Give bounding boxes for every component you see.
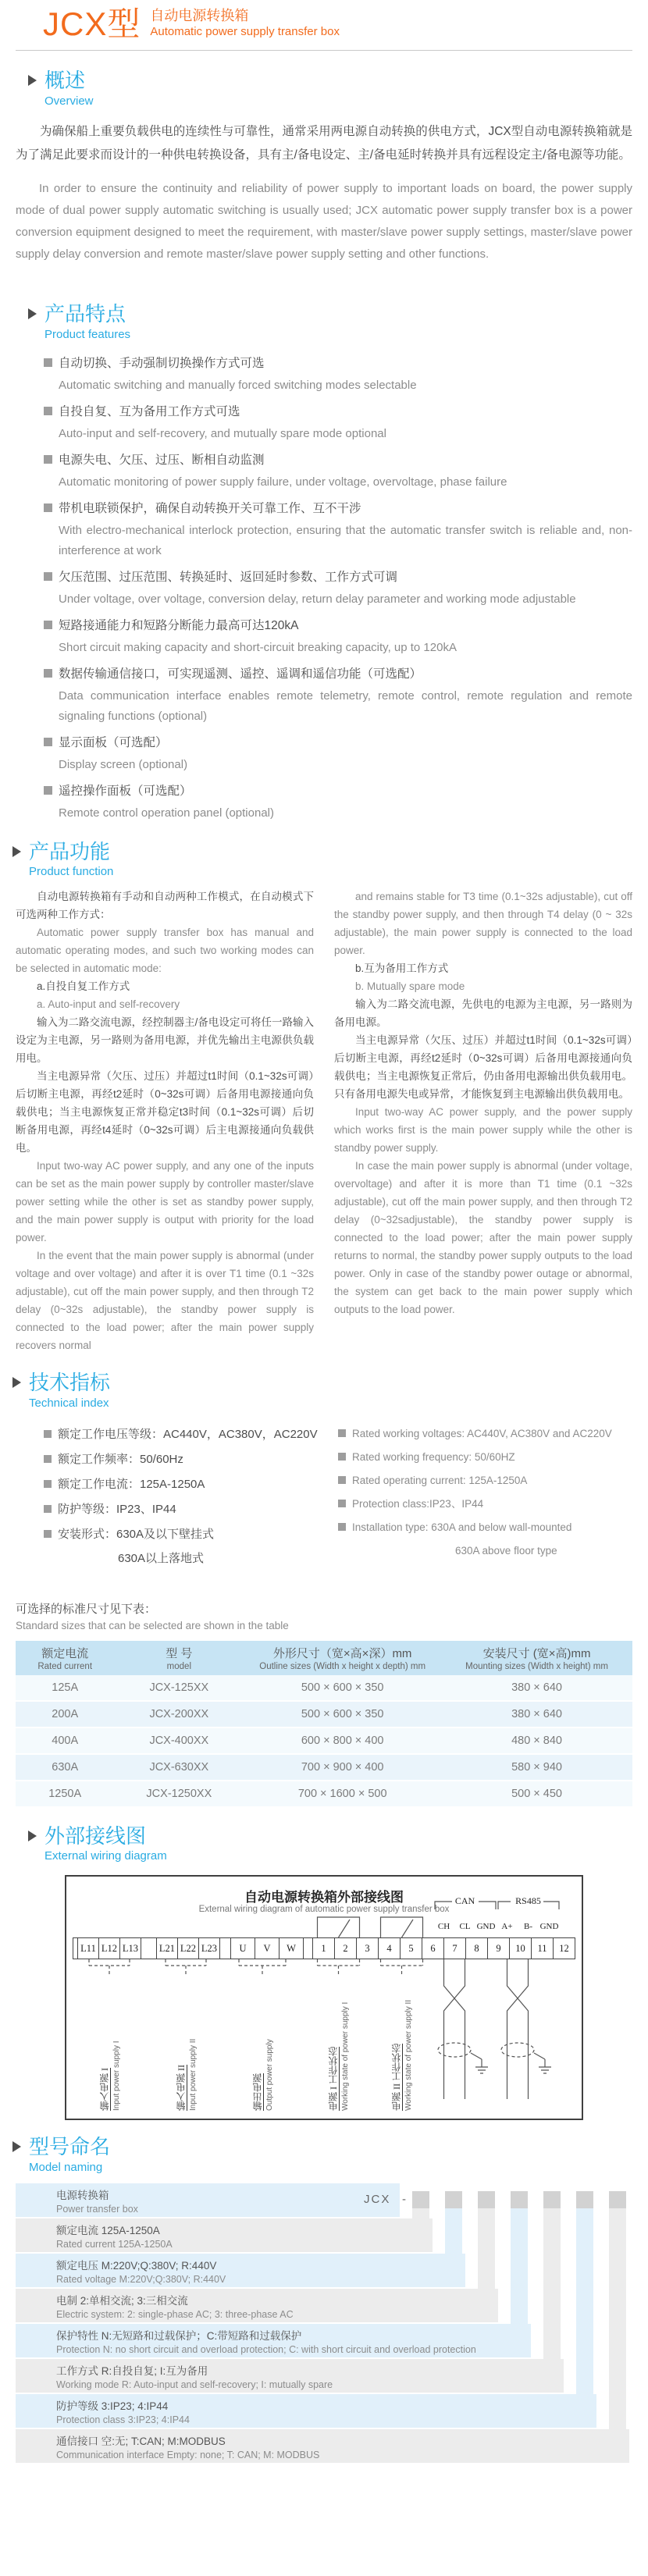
outline-size-cell: 700 × 1600 × 500: [244, 1781, 441, 1807]
feature-item: [44, 566, 632, 610]
feature-text-cn: 电源失电、欠压、过压、断相自动监测: [44, 449, 632, 472]
outline-size-cell: 600 × 800 × 400: [244, 1727, 441, 1754]
wiring-group-label-cn: 输入电源 I: [99, 2068, 110, 2112]
function-paragraph: 当主电源异常（欠压、过压）并超过t1时间（0.1~32s可调）后切断主电源，再经t2延时（0~32s可调）后备用电源接通向负载供电；当主电源恢复正常并稳定t3时间（0.1~32s可调）后切断备用电源，再经t4延时（0~32s可调）后主电源接通向负载供电。: [16, 1070, 314, 1155]
function-paragraph: a.自投自复工作方式: [37, 980, 130, 993]
sizes-table: [16, 1641, 632, 1808]
section-wiring-header: [28, 1825, 648, 1863]
model-cell: JCX-200XX: [114, 1701, 244, 1727]
naming-row-en: Communication interface Empty: none; T: CAN; M: MODBUS: [56, 2449, 320, 2460]
model-code-box: [543, 2191, 561, 2208]
tech-item-cn: 额定工作电压等级：AC440V，AC380V，AC220V: [44, 1422, 338, 1447]
square-bullet-icon: [44, 455, 52, 464]
terminal-cell: 3: [356, 1938, 379, 1959]
rated-current-cell: 400A: [16, 1727, 114, 1754]
wiring-diagram-title-cn: 自动电源转换箱外部接线图: [244, 1890, 404, 1905]
pin-label: B-: [524, 1922, 532, 1932]
pin-label: A+: [501, 1922, 513, 1932]
section-title-en: Product features: [45, 327, 131, 341]
model-code-box: [609, 2191, 626, 2208]
group-bracket: [166, 1959, 206, 1976]
naming-row: [16, 2254, 465, 2287]
tech-extra-cn: 630A以上落地式: [118, 1551, 205, 1565]
section-title-en: Model naming: [29, 2160, 103, 2174]
sizes-table-header-cell: 外形尺寸（宽×高×深）mm Outline sizes (Width x height x depth) mm: [244, 1641, 441, 1675]
naming-row-en: Working mode R: Auto-input and self-recovery; I: mutually spare: [56, 2379, 333, 2390]
section-title-en: Product function: [29, 865, 114, 879]
product-model-title: JCX型: [43, 5, 141, 43]
tech-item-cn: 额定工作频率：50/60Hz: [44, 1447, 338, 1472]
tech-list-cn: [44, 1422, 338, 1571]
feature-text-cn: 显示面板（可选配）: [44, 731, 632, 755]
mounting-size-cell: 500 × 450: [441, 1781, 632, 1807]
pin-label: GND: [476, 1922, 496, 1932]
tech-item-en: Rated working frequency: 50/60HZ: [338, 1446, 632, 1469]
feature-text-cn: 自动切换、手动强制切换操作方式可选: [44, 352, 632, 375]
ground-icon: [471, 2053, 488, 2073]
twisted-pair: [507, 1959, 529, 2099]
square-bullet-icon: [44, 1430, 52, 1438]
outline-size-cell: 700 × 900 × 400: [244, 1754, 441, 1781]
tech-item-cn: 额定工作电流：125A-1250A: [44, 1472, 338, 1497]
terminal-cell: 11: [531, 1938, 554, 1959]
tech-item-en: Protection class:IP23、IP44: [338, 1493, 632, 1516]
model-code-dash: -: [402, 2192, 406, 2206]
terminal-cell: 8: [465, 1938, 488, 1959]
model-naming-diagram: [16, 2183, 632, 2463]
wiring-group-label: [93, 1976, 126, 2111]
ground-icon: [534, 2053, 551, 2073]
mounting-size-cell: 580 × 940: [441, 1754, 632, 1781]
sizes-table-row: [16, 1754, 632, 1781]
outline-size-cell: 500 × 600 × 350: [244, 1701, 441, 1727]
section-naming-header: [12, 2136, 648, 2174]
header-divider: [16, 50, 632, 51]
feature-list: [44, 352, 632, 824]
function-paragraph: b.互为备用工作方式: [355, 962, 449, 975]
triangle-marker-icon: [12, 1377, 21, 1388]
section-overview-header: [28, 69, 648, 108]
naming-row-en: Protection class 3:IP23; 4:IP44: [56, 2414, 190, 2425]
cable-shield: [438, 2043, 471, 2057]
wiring-group-label: [322, 1976, 354, 2111]
group-bracket: [381, 1959, 423, 1976]
naming-row: [16, 2289, 498, 2322]
square-bullet-icon: [44, 1505, 52, 1513]
wiring-group-label-en: Output power supply: [265, 2039, 274, 2112]
terminal-cell: U: [230, 1938, 255, 1959]
terminal-cell: L23: [198, 1938, 220, 1959]
wiring-group-label-en: Input power supply I: [112, 2041, 121, 2112]
sizes-note-en: Standard sizes that can be selected are shown in the table: [16, 1619, 289, 1631]
naming-row-en: Protection N: no short circuit and overload protection; C: with short circuit and overload protection: [56, 2343, 476, 2355]
wiring-group-label: [169, 1976, 202, 2111]
sizes-table-row: [16, 1675, 632, 1701]
function-paragraph: Input two-way AC power supply, and any one of the inputs can be set as the main power supply by controller master/slave power setting while the other is set as standby power supply, and the main power supply is output with priority for the load power.: [16, 1160, 314, 1244]
naming-row: [16, 2183, 400, 2217]
function-paragraph: 输入为二路交流电源，先供电的电源为主电源，另一路则为备用电源。: [334, 998, 632, 1029]
terminal-group: [231, 1938, 304, 1959]
function-paragraph: In the event that the main power supply is abnormal (under voltage and over voltage) and after it is over T1 time (0.1 ~32s adjustable), cut off the main power supply, and then through T2 delay (0~32s adjustable), the standby power supply is connected to the load power; after the main power supply recovers normal: [16, 1250, 314, 1352]
sizes-table-row: [16, 1701, 632, 1727]
terminal-cell: 7: [443, 1938, 466, 1959]
feature-text-en: Under voltage, over voltage, conversion delay, return delay parameter and working mode adjustable: [59, 592, 576, 606]
square-bullet-icon: [44, 1455, 52, 1463]
feature-text-cn: 遥控操作面板（可选配）: [44, 780, 632, 803]
square-bullet-icon: [44, 1530, 52, 1538]
model-code-box: [412, 2191, 429, 2208]
feature-text-cn: 自投自复、互为备用工作方式可选: [44, 400, 632, 424]
rs485-pin-labels: [497, 1922, 560, 1931]
tech-item-cn: 防护等级：IP23、IP44: [44, 1497, 338, 1522]
tech-item-en: Rated operating current: 125A-1250A: [338, 1469, 632, 1493]
wiring-group-label-en: Working state of power supply II: [404, 2000, 413, 2112]
model-cell: JCX-400XX: [114, 1727, 244, 1754]
group-bracket: [318, 1959, 360, 1976]
naming-row-cn: 电制 2:单相交流; 3:三相交流: [56, 2294, 188, 2307]
feature-text-cn: 带机电联锁保护，确保自动转换开关可靠工作、互不干涉: [44, 497, 632, 521]
section-title-cn: 型号命名: [29, 2135, 111, 2159]
tech-item-en: Rated working voltages: AC440V, AC380V and AC220V: [338, 1422, 632, 1446]
model-code-box: [478, 2191, 495, 2208]
terminal-group: [157, 1938, 220, 1959]
feature-item: [44, 780, 632, 824]
function-paragraph: Automatic power supply transfer box has manual and automatic operating modes, and such two working modes can be selected in automatic mode:: [16, 927, 314, 975]
triangle-marker-icon: [28, 308, 37, 319]
model-code-connector: [445, 2208, 462, 2254]
terminal-cell: V: [255, 1938, 279, 1959]
model-code-connector: [576, 2208, 593, 2394]
naming-row-cn: 额定电流 125A-1250A: [56, 2224, 160, 2236]
function-column-left: [16, 888, 314, 1354]
section-title-cn: 概述: [45, 69, 86, 93]
terminal-cell: 2: [334, 1938, 357, 1959]
feature-text-cn: 数据传输通信接口，可实现遥测、遥控、遥调和遥信功能（可选配）: [44, 663, 632, 686]
model-code-box: [445, 2191, 462, 2208]
wiring-diagram-title-en: External wiring diagram of automatic power supply transfer box: [198, 1905, 450, 1915]
naming-row-cn: 防护等级 3:IP23; 4:IP44: [56, 2400, 169, 2412]
wiring-group-label-en: Working state of power supply I: [341, 2001, 350, 2112]
terminal-gap: [141, 1938, 157, 1959]
feature-item: [44, 663, 632, 727]
outline-size-cell: 500 × 600 × 350: [244, 1675, 441, 1701]
sizes-table-row: [16, 1727, 632, 1754]
rated-current-cell: 1250A: [16, 1781, 114, 1807]
terminal-cell: 1: [312, 1938, 335, 1959]
mounting-size-cell: 480 × 840: [441, 1727, 632, 1754]
triangle-marker-icon: [12, 2141, 21, 2152]
function-paragraph: 当主电源异常（欠压、过压）并超过t1时间（0.1~32s可调）后切断主电源，再经t2延时（0~32s可调）后备用电源接通向负载供电；当主电源恢复正常后，仍由备用电源输出供负载用电。只有备用电源失电或异常，才能恢复到主电源输出供负载用电。: [334, 1034, 632, 1101]
feature-item: [44, 614, 632, 658]
function-paragraph: Input two-way AC power supply, and the power supply which works first is the main power supply while the other is standby power supply.: [334, 1106, 632, 1155]
tech-item-cn: 安装形式：630A及以下壁挂式: [44, 1522, 338, 1547]
function-column-right: [334, 888, 632, 1354]
naming-row-cn: 电源转换箱: [56, 2189, 109, 2201]
feature-text-en: Remote control operation panel (optional): [59, 806, 274, 820]
naming-row-cn: 额定电压 M:220V;Q:380V; R:440V: [56, 2259, 217, 2272]
square-bullet-icon: [44, 503, 52, 512]
can-pin-labels: [433, 1922, 497, 1931]
model-code-box: [511, 2191, 528, 2208]
terminal-gap: [220, 1938, 231, 1959]
square-bullet-icon: [44, 786, 52, 795]
naming-row-cn: 保护特性 N:无短路和过载保护；C:带短路和过载保护: [56, 2329, 302, 2342]
function-paragraph: a. Auto-input and self-recovery: [37, 998, 180, 1011]
wiring-group-label-cn: 电源 II 工作状态: [391, 2044, 402, 2112]
section-title-en: External wiring diagram: [45, 1849, 167, 1863]
naming-row-en: Electric system: 2: single-phase AC; 3: three-phase AC: [56, 2308, 294, 2320]
function-columns: [16, 888, 632, 1354]
mounting-size-cell: 380 × 640: [441, 1701, 632, 1727]
square-bullet-icon: [44, 1480, 52, 1488]
sizes-table-header-cell: 安装尺寸 (宽×高)mm Mounting sizes (Width x height) mm: [441, 1641, 632, 1675]
wiring-diagram: [65, 1875, 583, 2120]
tech-item-en: Installation type: 630A and below wall-mounted: [338, 1516, 632, 1539]
tech-extra-en: 630A above floor type: [455, 1544, 557, 1557]
section-title-cn: 外部接线图: [45, 1823, 147, 1848]
wiring-group-label: [246, 1976, 279, 2111]
switch-symbol: [381, 1917, 423, 1937]
rs485-bus-label: RS485: [515, 1895, 541, 1907]
square-bullet-icon: [44, 407, 52, 415]
naming-row-en: Power transfer box: [56, 2203, 138, 2215]
triangle-marker-icon: [12, 846, 21, 857]
terminal-cell: 4: [378, 1938, 401, 1959]
group-bracket: [239, 1959, 286, 1976]
terminal-group: [313, 1938, 575, 1959]
model-code-connector: [609, 2208, 626, 2429]
wiring-group-label-en: Input power supply II: [189, 2039, 198, 2112]
feature-item: [44, 497, 632, 561]
function-paragraph: and remains stable for T3 time (0.1~32s adjustable), cut off the standby power supply, and then through T4 delay (0 ~ 32s adjustable), the main power supply is connected to the load power.: [334, 891, 632, 957]
naming-row: [16, 2324, 531, 2357]
sizes-note-cn: 可选择的标准尺寸见下表：: [16, 1602, 157, 1616]
terminal-cell: L11: [77, 1938, 99, 1959]
feature-item: [44, 449, 632, 493]
terminal-cell: 5: [400, 1938, 422, 1959]
feature-text-en: Data communication interface enables remote telemetry, remote control, remote regulation and remote signaling functions (optional): [59, 688, 632, 723]
terminal-cell: 9: [487, 1938, 510, 1959]
naming-row: [16, 2359, 564, 2393]
section-title-cn: 技术指标: [29, 1371, 111, 1395]
page-header: [0, 0, 648, 41]
model-cell: JCX-1250XX: [114, 1781, 244, 1807]
terminal-strip: [73, 1937, 575, 1959]
naming-row: [16, 2218, 433, 2252]
square-bullet-icon: [338, 1500, 346, 1507]
feature-text-en: Auto-input and self-recovery, and mutually spare mode optional: [59, 426, 386, 440]
section-title-en: Technical index: [29, 1396, 109, 1410]
model-cell: JCX-125XX: [114, 1675, 244, 1701]
section-function-header: [12, 841, 648, 879]
can-bus-label: CAN: [454, 1895, 475, 1907]
section-features-header: [28, 303, 648, 341]
terminal-cell: 12: [553, 1938, 575, 1959]
model-code-box: [576, 2191, 593, 2208]
terminal-cell: L21: [156, 1938, 178, 1959]
wiring-group-label-cn: 输出电源: [252, 2073, 263, 2112]
section-title-cn: 产品特点: [45, 301, 126, 326]
function-paragraph: 输入为二路交流电源，经控制器主/备电设定可将任一路输入设定为主电源，另一路则为备用电源，并优先输出主电源供负载用电。: [16, 1016, 314, 1065]
feature-text-en: Display screen (optional): [59, 757, 188, 771]
function-paragraph: b. Mutually spare mode: [355, 980, 465, 993]
product-title-block: [150, 8, 340, 41]
mounting-size-cell: 380 × 640: [441, 1675, 632, 1701]
square-bullet-icon: [44, 358, 52, 367]
square-bullet-icon: [338, 1453, 346, 1461]
rated-current-cell: 630A: [16, 1754, 114, 1781]
terminal-cell: 10: [509, 1938, 532, 1959]
tech-list-en: [338, 1422, 632, 1571]
naming-row-cn: 工作方式 R:自投自复; I:互为备用: [56, 2364, 208, 2377]
triangle-marker-icon: [28, 75, 37, 86]
cable-shield: [501, 2043, 534, 2057]
tech-index-columns: [44, 1422, 632, 1571]
feature-item: [44, 400, 632, 444]
terminal-cell: W: [279, 1938, 304, 1959]
square-bullet-icon: [44, 738, 52, 746]
terminal-cell: L12: [98, 1938, 120, 1959]
wiring-group-label: [385, 1976, 418, 2111]
terminal-group: [78, 1938, 141, 1959]
switch-symbol: [318, 1917, 360, 1937]
triangle-marker-icon: [28, 1831, 37, 1841]
square-bullet-icon: [44, 572, 52, 581]
sizes-table-header-row: [16, 1641, 632, 1675]
product-title-cn: 自动电源转换箱: [150, 8, 249, 23]
overview-paragraph-cn: 为确保船上重要负载供电的连续性与可靠性，通常采用两电源自动转换的供电方式，JCX型自动电源转换箱就是为了满足此要求而设计的一种供电转换设备，具有主/备电设定、主/备电延时转换并具有远程设定主/备电源等功能。: [16, 124, 632, 162]
naming-row-en: Rated voltage M:220V;Q:380V; R:440V: [56, 2273, 226, 2285]
pin-label: CH: [437, 1922, 450, 1932]
square-bullet-icon: [338, 1476, 346, 1484]
model-code-connector: [511, 2208, 528, 2324]
product-title-en: Automatic power supply transfer box: [150, 24, 340, 38]
feature-text-cn: 短路接通能力和短路分断能力最高可达120kA: [44, 614, 632, 638]
pin-label: GND: [539, 1922, 559, 1932]
model-code-connector: [412, 2208, 429, 2218]
rated-current-cell: 125A: [16, 1675, 114, 1701]
sizes-table-header-cell: 额定电流 Rated current: [16, 1641, 114, 1675]
model-code-prefix: JCX: [364, 2192, 391, 2206]
feature-text-cn: 欠压范围、过压范围、转换延时、返回延时参数、工作方式可调: [44, 566, 632, 589]
section-title-cn: 产品功能: [29, 839, 111, 863]
square-bullet-icon: [338, 1429, 346, 1437]
terminal-cell: L13: [119, 1938, 141, 1959]
naming-row-en: Rated current 125A-1250A: [56, 2238, 173, 2250]
feature-text-en: Automatic switching and manually forced switching modes selectable: [59, 378, 417, 392]
terminal-cell: L22: [177, 1938, 199, 1959]
terminal-cell: 6: [422, 1938, 444, 1959]
square-bullet-icon: [44, 621, 52, 629]
model-code-connector: [543, 2208, 561, 2359]
feature-item: [44, 731, 632, 775]
model-code-connector: [478, 2208, 495, 2289]
naming-row-cn: 通信接口 空:无; T:CAN; M:MODBUS: [56, 2435, 226, 2447]
sizes-table-row: [16, 1781, 632, 1807]
function-paragraph: In case the main power supply is abnormal (under voltage, overvoltage) and after it is more than T1 time (0.1 ~32s adjustable), cut off the main power supply, and then through T2 delay (0~32sadjustable), the standby power supply is connected to the load power; after the main power supply returns to normal, the standby power supply outputs to the load power. Only in case of the standby power outage or abnormal, the system can get back to the main power supply which outputs to the load power.: [334, 1160, 632, 1316]
pin-label: CL: [459, 1922, 471, 1932]
model-cell: JCX-630XX: [114, 1754, 244, 1781]
naming-row: [16, 2394, 596, 2428]
wiring-group-label-cn: 输入电源 II: [176, 2065, 187, 2112]
wiring-group-label-cn: 电源 I 工作状态: [328, 2047, 339, 2112]
feature-text-en: Automatic monitoring of power supply failure, under voltage, overvoltage, phase failure: [59, 475, 507, 489]
group-bracket: [89, 1959, 130, 1976]
rated-current-cell: 200A: [16, 1701, 114, 1727]
square-bullet-icon: [338, 1523, 346, 1531]
feature-text-en: Short circuit making capacity and short-circuit breaking capacity, up to 120kA: [59, 640, 457, 654]
sizes-table-header-cell: 型 号 model: [114, 1641, 244, 1675]
section-tech-header: [12, 1372, 648, 1410]
square-bullet-icon: [44, 669, 52, 678]
naming-row: [16, 2429, 629, 2463]
section-title-en: Overview: [45, 94, 94, 108]
function-paragraph: 自动电源转换箱有手动和自动两种工作模式，在自动模式下可选两种工作方式：: [16, 891, 314, 921]
twisted-pair: [444, 1959, 465, 2099]
feature-text-en: With electro-mechanical interlock protection, ensuring that the automatic transfer switch is reliable and, non-interference at work: [59, 523, 632, 557]
feature-item: [44, 352, 632, 396]
overview-paragraph-en: In order to ensure the continuity and reliability of power supply to important loads on board, the power supply mode of dual power supply automatic switching is usually used; JCX automatic power supply transfer box is a power conversion equipment designed to meet the requirement, with master/slave power supply settings, master/slave power supply delay conversion and remote master/slave power supply setting and other functions.: [16, 181, 632, 261]
